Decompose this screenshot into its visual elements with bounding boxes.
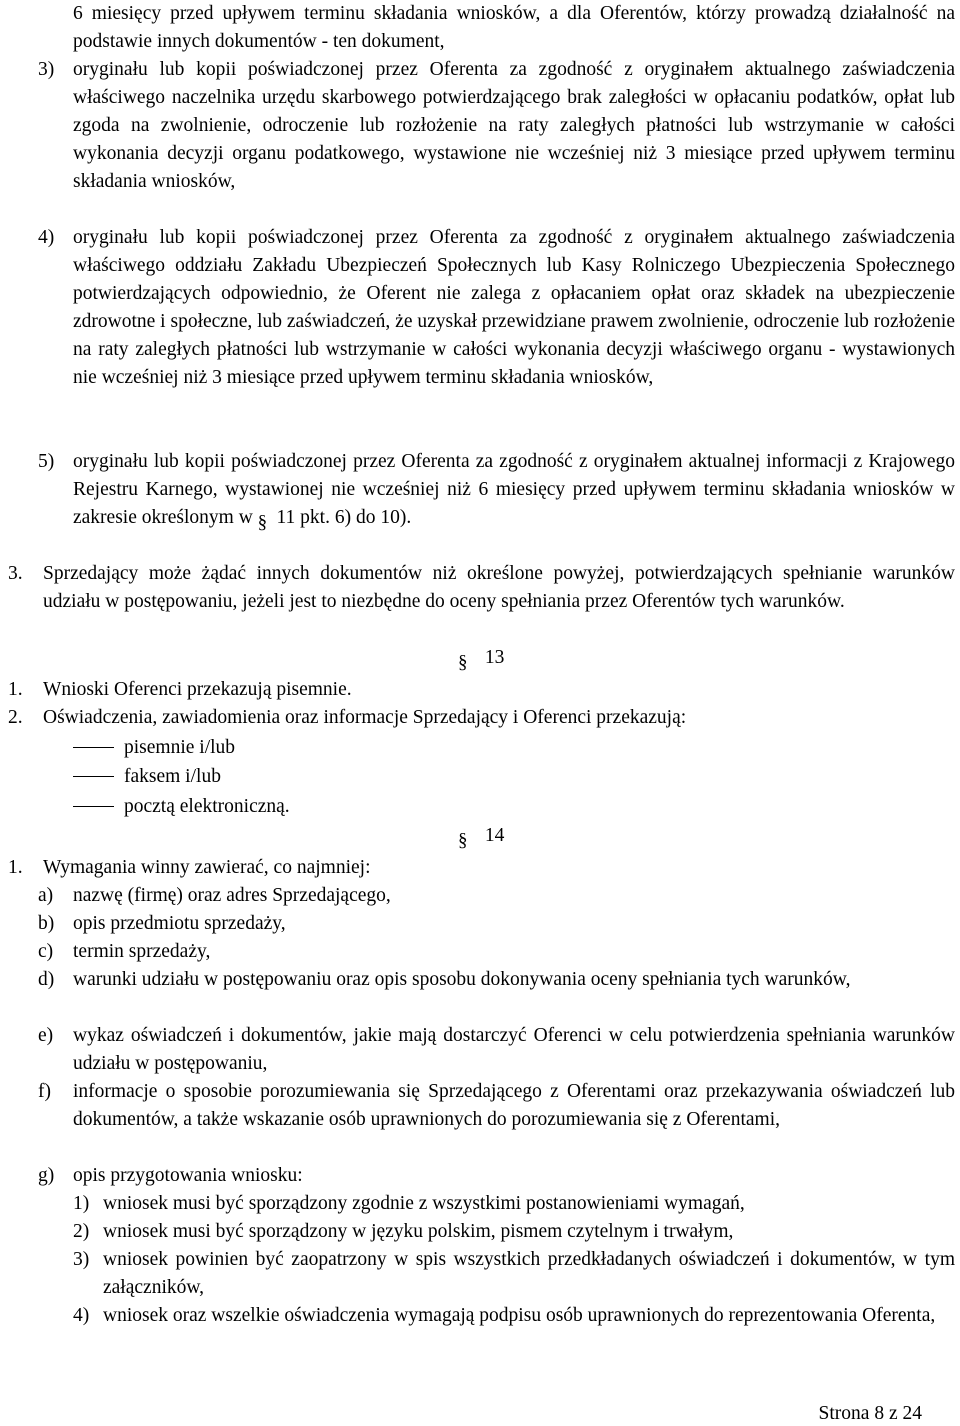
s13-item-1-text: Wnioski Oferenci przekazują pisemnie.: [43, 679, 352, 700]
item-4-text: oryginału lub kopii poświadczonej przez Oferenta za zgodność z oryginałem aktualnego zaświadczenia właściwego oddziału Zakładu Ubezpieczeń Społecznych lub Kasy Rolniczego Ubezpieczenia Społecznego potwierdzających odpowiednio, że Oferent nie zalega z opłacaniem opłat oraz składek na ubezpieczenie zdrowotne i społeczne, lub zaświadczeń, że uzyskał przewidziane prawem zwolnienie, odroczenie lub rozłożenie na raty zaległych płatności lub wstrzymanie w całości wykonania decyzji właściwego organu - wystawionych nie wcześniej niż 3 miesiące przed upływem terminu składania wniosków,: [73, 227, 955, 388]
dash-bullet-icon: [73, 806, 114, 807]
g-item-4-label: 4): [73, 1305, 90, 1326]
g-item-3-text: wniosek powinien być zaopatrzony w spis wszystkich przedkładanych oświadczeń i dokumentów, w tym załączników,: [103, 1249, 955, 1298]
s13-item-2-label: 2.: [8, 707, 23, 728]
section-ref-number: 11 pkt. 6) do 10).: [276, 507, 412, 528]
g-item-1-label: 1): [73, 1193, 90, 1214]
item-3-text: oryginału lub kopii poświadczonej przez Oferenta za zgodność z oryginałem aktualnego zaświadczenia właściwego naczelnika urzędu skarbowego potwierdzającego brak zaległości w opłacaniu podatków, opłat lub zgoda na zwolnienie, odroczenie lub rozłożenie na raty zaległych płatności lub wstrzymanie w całości wykonania decyzji organu podatkowego, wystawione nie wcześniej niż 3 miesiące przed upływem terminu składania wniosków,: [73, 59, 955, 192]
letter-d-text: warunki udziału w postępowaniu oraz opis sposobu dokonywania oceny spełniania tych warunków,: [73, 969, 851, 990]
point-3-text: Sprzedający może żądać innych dokumentów niż określone powyżej, potwierdzających spełnianie warunków udziału w postępowaniu, jeżeli jest to niezbędne do oceny spełniania przez Oferentów tych warunków.: [43, 563, 955, 612]
letter-a-label: a): [38, 885, 54, 906]
letter-g-label: g): [38, 1165, 55, 1186]
dash-bullet-icon: [73, 776, 114, 777]
point-3-label: 3.: [8, 563, 23, 584]
s14-item-1-label: 1.: [8, 857, 23, 878]
g-item-1-text: wniosek musi być sporządzony zgodnie z wszystkimi postanowieniami wymagań,: [103, 1193, 745, 1214]
letter-e-label: e): [38, 1025, 54, 1046]
section-13-heading: [458, 644, 504, 672]
dash-item-1: pisemnie i/lub: [73, 734, 235, 762]
g-item-2-text: wniosek musi być sporządzony w języku polskim, pismem czytelnym i trwałym,: [103, 1221, 734, 1242]
s14-item-1-text: Wymagania winny zawierać, co najmniej:: [43, 857, 371, 878]
letter-f-text: informacje o sposobie porozumiewania się Sprzedającego z Oferentami oraz przekazywania oświadczeń lub dokumentów, a także wskazanie osób uprawnionych do porozumiewania się z Oferentami,: [73, 1081, 955, 1130]
letter-a-text: nazwę (firmę) oraz adres Sprzedającego,: [73, 885, 391, 906]
item-4-label: 4): [38, 227, 55, 248]
s13-item-2-text: Oświadczenia, zawiadomienia oraz informacje Sprzedający i Oferenci przekazują:: [43, 707, 687, 728]
letter-f-label: f): [38, 1081, 51, 1102]
letter-b-label: b): [38, 913, 55, 934]
page-number-footer: Strona 8 z 24: [818, 1403, 922, 1424]
g-item-3-label: 3): [73, 1249, 90, 1270]
section-14-heading: [458, 822, 504, 850]
item-3-label: 3): [38, 59, 55, 80]
section-14-number: 14: [484, 825, 505, 846]
letter-g-text: opis przygotowania wniosku:: [73, 1165, 303, 1186]
continuation-line: 6 miesięcy przed upływem terminu składania wniosków, a dla Oferentów, którzy prowadzą działalność na podstawie innych dokumentów - ten dokument,: [73, 3, 955, 52]
dash-bullet-icon: [73, 747, 114, 748]
s13-item-1-label: 1.: [8, 679, 23, 700]
letter-e-text: wykaz oświadczeń i dokumentów, jakie mają dostarczyć Oferenci w celu potwierdzenia spełniania warunków udziału w postępowaniu,: [73, 1025, 955, 1074]
g-item-2-label: 2): [73, 1221, 90, 1242]
section-ref: [258, 507, 412, 528]
section-13-number: 13: [484, 647, 505, 668]
item-5-body: oryginału lub kopii poświadczonej przez Oferenta za zgodność z oryginałem aktualnej informacji z Krajowego Rejestru Karnego, wystawionej nie wcześniej niż 6 miesięcy przed upływem terminu składania wniosków w zakresie określonym w: [73, 451, 955, 528]
dash-item-2: faksem i/lub: [73, 763, 221, 791]
g-item-4-text: wniosek oraz wszelkie oświadczenia wymagają podpisu osób uprawnionych do reprezentowania Oferenta,: [103, 1305, 936, 1326]
letter-b-text: opis przedmiotu sprzedaży,: [73, 913, 286, 934]
item-5-text: [73, 448, 955, 532]
letter-d-label: d): [38, 969, 55, 990]
letter-c-text: termin sprzedaży,: [73, 941, 211, 962]
letter-c-label: c): [38, 941, 54, 962]
item-5-label: 5): [38, 451, 55, 472]
continuation-text: [73, 0, 955, 56]
dash-item-3: pocztą elektroniczną.: [73, 793, 290, 821]
